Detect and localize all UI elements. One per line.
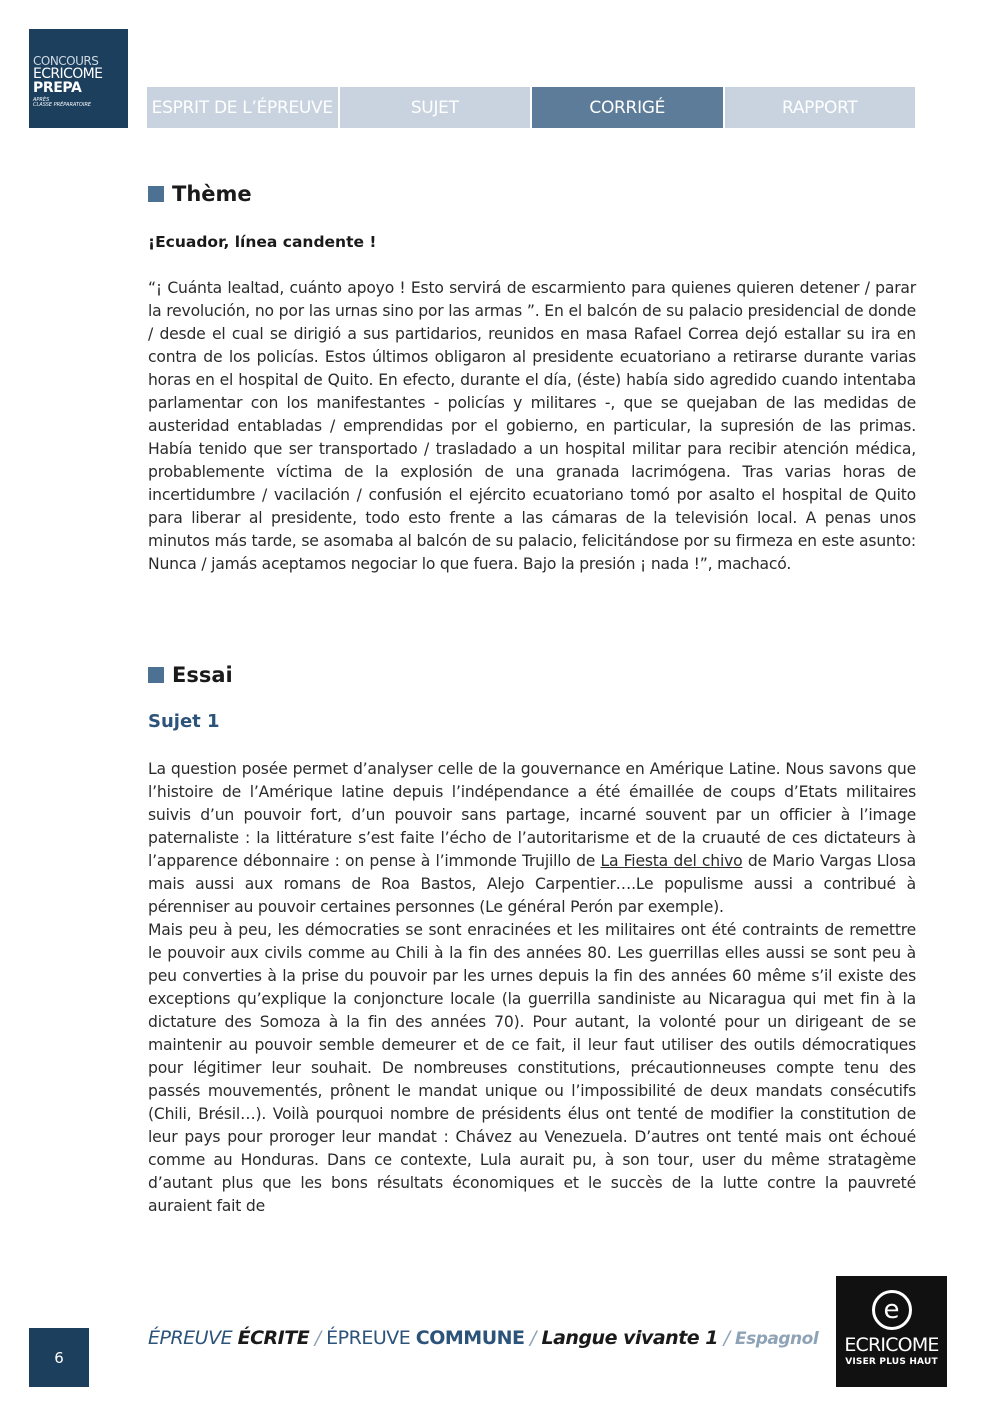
section-tabs <box>147 87 915 128</box>
ecricome-logo <box>836 1276 947 1387</box>
footer-langue: Langue vivante 1 <box>541 1327 719 1349</box>
theme-subtitle: ¡Ecuador, línea candente ! <box>148 233 377 251</box>
theme-heading <box>148 182 252 206</box>
tab-rapport[interactable]: RAPPORT <box>725 87 916 128</box>
tab-esprit[interactable]: ESPRIT DE L’ÉPREUVE <box>147 87 338 128</box>
essai-paragraph-2: Mais peu à peu, les démocraties se sont enracinées et les militaires ont été contraints de remettre le pouvoir aux civils comme au Chili à la fin des années 80. Les guerrillas elles aussi se sont peu à peu converties à la prise du pouvoir par les urnes depuis la fin des années 60 même s’il existe des exceptions qu’explique la conjoncture locale (la guerrilla sandiniste au Nicaragua qui met fin à la dictature des Somoza à la fin des années 70). Pour autant, la volonté pour un dirigeant de se maintenir au pouvoir semble demeurer et de ce fait, il leur faut utiliser des outils démocratiques pour légitimer leur souhait. De nombreuses constitutions, précautionneuses compte tenu des passés mouvementés, prônent le mandat unique ou l’impossibilité de deux mandats consécutifs (Chili, Brésil…). Voilà pourquoi nombre de présidents élus ont tenté de modifier la constitution de leur pays pour proroger leur mandat : Chávez au Venezuela. D’autres ont tenté mais ont échoué comme au Honduras. Dans ce contexte, Lula aurait pu, à son tour, user du même stratagème d’autant plus que les bons résultats économiques et le succès de la lutte contre la pauvreté auraient fait de <box>148 921 916 1215</box>
logo-line-apres: APRÈS <box>33 97 50 103</box>
footer-epreuve-2: ÉPREUVE <box>326 1327 416 1349</box>
square-bullet-icon <box>148 667 164 683</box>
ecricome-e-icon: e <box>872 1290 912 1330</box>
logo-line-concours: CONCOURS <box>33 54 99 68</box>
footer-epreuve-1: ÉPREUVE <box>148 1327 238 1349</box>
essai-p1-before: La question posée permet d’analyser celle de la gouvernance en Amérique Latine. Nous savons que l’histoire de l’Amérique latine depuis l’indépendance a été émaillée de coups d’Etats militaires suivis d’un pouvoir fort, d’un pouvoir sans partage, incarné souvent par un officier à l’image paternaliste : la littérature s’est faite l’écho de l’autoritarisme et de la cruauté de ces dictateurs à l’apparence débonnaire : on pense à l’immonde Trujillo de <box>148 760 916 870</box>
book-title-fiesta-del-chivo: La Fiesta del chivo <box>600 852 743 870</box>
square-bullet-icon <box>148 186 164 202</box>
logo-line-ecricome: ECRICOME <box>33 66 103 82</box>
essai-heading-text: Essai <box>172 663 233 687</box>
logo-line-prepa: PREPA <box>33 80 82 96</box>
footer-ecrite: ÉCRITE <box>237 1327 310 1349</box>
footer-exam-label <box>148 1327 818 1349</box>
sujet-1-heading: Sujet 1 <box>148 711 220 732</box>
tab-corrige[interactable]: CORRIGÉ <box>532 87 723 128</box>
footer-sep-1: / <box>309 1327 327 1349</box>
footer-sep-3: / <box>718 1327 736 1349</box>
essai-p1-after: de Mario Vargas Llosa mais aussi aux romans de Roa Bastos, Alejo Carpentier….Le populisme aussi a contribué à pérenniser au pouvoir certaines personnes (Le général Perón par exemple). <box>148 852 916 916</box>
essai-body <box>148 758 916 1218</box>
ecricome-logo-tagline: VISER PLUS HAUT <box>845 1357 938 1367</box>
page-number: 6 <box>29 1328 89 1387</box>
logo-line-classe: CLASSE PRÉPARATOIRE <box>33 102 92 108</box>
tab-sujet[interactable]: SUJET <box>340 87 531 128</box>
footer-commune: COMMUNE <box>415 1327 525 1349</box>
footer-sep-2: / <box>524 1327 542 1349</box>
theme-heading-text: Thème <box>172 182 252 206</box>
footer-espagnol: Espagnol <box>735 1329 819 1349</box>
theme-text: “¡ Cuánta lealtad, cuánto apoyo ! Esto servirá de escarmiento para quienes quieren detener / parar la revolución, no por las urnas sino por las armas ”. En el balcón de su palacio presidencial de donde / desde el cual se dirigió a sus partidarios, reunidos en masa Rafael Correa dejó estallar su ira en contra de los policías. Estos últimos obligaron al presidente ecuatoriano a retirarse durante varias horas en el hospital de Quito. En efecto, durante el día, (éste) había sido agredido cuando intentaba parlamentar con los manifestantes - policías y militares -, que se quejaban de las medidas de austeridad entabladas / emprendidas por el gobierno, en particular, la supresión de las primas. Había tenido que ser transportado / trasladado a un hospital militar para recibir atención médica, probablemente víctima de la explosión de una granada lacrimógena. Tras varias horas de incertidumbre / vacilación / confusión el ejército ecuatoriano tomó por asalto el hospital de Quito para liberar al presidente, todo esto frente a las cámaras de la televisión local. A penas unos minutos más tarde, se asomaba al balcón de su palacio, felicitándose por su firmeza en este asunto: Nunca / jamás aceptamos negociar lo que fuera. Bajo la presión ¡ nada !”, machacó. <box>148 279 916 573</box>
essai-paragraph-1 <box>148 758 916 919</box>
theme-paragraph <box>148 277 916 576</box>
essai-heading <box>148 663 233 687</box>
ecricome-logo-name: ECRICOME <box>844 1334 939 1356</box>
ecricome-prepa-logo <box>29 29 128 128</box>
